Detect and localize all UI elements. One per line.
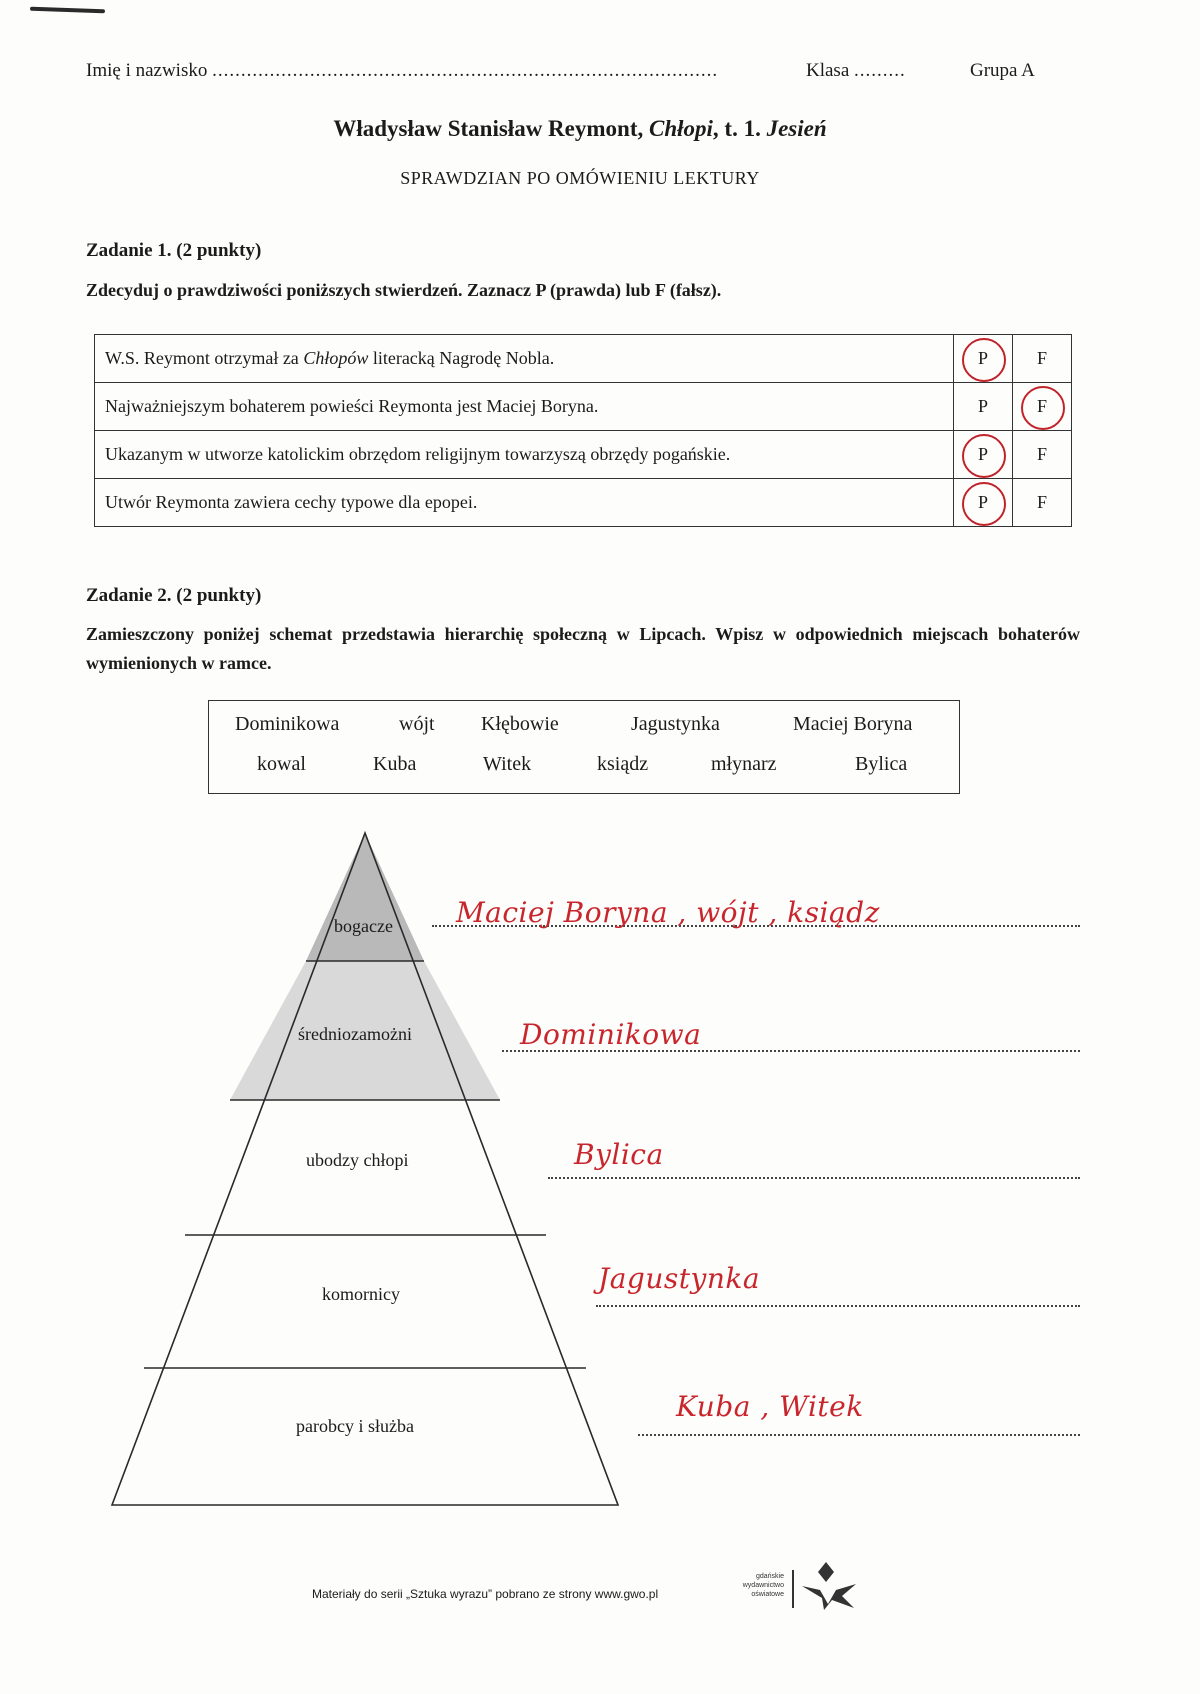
handwritten-answer: Dominikowa — [520, 1018, 702, 1051]
character-name: ksiądz — [597, 753, 649, 775]
pyramid-level-label: ubodzy chłopi — [306, 1150, 409, 1170]
character-name: Dominikowa — [235, 713, 340, 735]
answer-p-label: P — [977, 348, 988, 368]
title-middle: , t. 1. — [712, 116, 767, 141]
class-label: Klasa — [806, 60, 850, 81]
answer-p-label: P — [977, 492, 988, 512]
answer-p-label: P — [977, 444, 988, 464]
task1-heading: Zadanie 1. (2 punkty) — [86, 240, 262, 261]
statement-text-part: Utwór Reymonta zawiera cechy typowe dla epopei. — [105, 492, 478, 512]
handwritten-answer: Bylica — [574, 1138, 664, 1171]
logo-line3: oświatowe — [751, 1591, 784, 1598]
answer-line[interactable] — [548, 1177, 1080, 1179]
character-name: Witek — [483, 753, 532, 775]
statement-text-italic: Chłopów — [303, 348, 369, 368]
character-name: Maciej Boryna — [793, 713, 913, 735]
statement-text-part: literacką Nagrodę Nobla. — [368, 348, 555, 368]
page-subtitle: SPRAWDZIAN PO OMÓWIENIU LEKTURY — [400, 168, 760, 188]
title-volume: Jesień — [766, 116, 827, 141]
task2-heading: Zadanie 2. (2 punkty) — [86, 585, 262, 606]
pyramid-level-label: komornicy — [322, 1284, 400, 1304]
character-name: Bylica — [855, 753, 908, 775]
pyramid-level-label: parobcy i służba — [296, 1416, 414, 1436]
answer-f-label: F — [1036, 348, 1047, 368]
answer-line[interactable] — [596, 1305, 1080, 1307]
handwritten-answer: Maciej Boryna , wójt , ksiądz — [456, 896, 880, 929]
statement-text-part: Najważniejszym bohaterem powieści Reymonta jest Maciej Boryna. — [105, 396, 599, 416]
answer-f-label: F — [1036, 396, 1047, 416]
title-author: Władysław Stanisław Reymont, — [333, 116, 649, 141]
statement-text-part: W.S. Reymont otrzymał za — [105, 348, 304, 368]
character-name: Kłębowie — [481, 713, 559, 735]
group-label: Grupa A — [970, 60, 1035, 81]
statement-text-part: Ukazanym w utworze katolickim obrzędom religijnym towarzyszą obrzędy pogańskie. — [105, 444, 731, 464]
character-name: kowal — [257, 753, 306, 775]
task2-instruction: Zamieszczony poniżej schemat przedstawia hierarchię społeczną w Lipcach. Wpisz w odpowiednich miejscach bohaterów wymienionych w ramce. — [86, 624, 1080, 673]
pyramid-level-label: bogacze — [334, 916, 393, 936]
character-name: Jagustynka — [631, 713, 720, 735]
title-work: Chłopi — [649, 116, 713, 141]
answer-p-label: P — [977, 396, 988, 416]
task1-instruction: Zdecyduj o prawdziwości poniższych stwierdzeń. Zaznacz P (prawda) lub F (fałsz). — [86, 280, 722, 300]
name-dots: ........................................................................................ — [212, 60, 719, 81]
publisher-logo-icon — [798, 1560, 860, 1612]
character-name: Kuba — [373, 753, 417, 775]
logo-line2: wydawnictwo — [742, 1582, 784, 1589]
footer-text: Materiały do serii „Sztuka wyrazu” pobrano ze strony www.gwo.pl — [312, 1587, 659, 1601]
publisher-logo-text — [722, 1572, 784, 1599]
character-name: wójt — [399, 713, 435, 735]
character-name: młynarz — [711, 753, 777, 775]
logo-line1: gdańskie — [755, 1573, 784, 1580]
handwritten-answer: Jagustynka — [598, 1262, 761, 1295]
logo-divider — [792, 1570, 794, 1608]
class-dots: ......... — [854, 60, 906, 81]
answer-f-label: F — [1036, 492, 1047, 512]
pyramid-level-label: średniozamożni — [298, 1024, 412, 1044]
answer-line[interactable] — [638, 1434, 1080, 1436]
answer-f-label: F — [1036, 444, 1047, 464]
handwritten-answer: Kuba , Witek — [676, 1390, 864, 1423]
name-label: Imię i nazwisko — [86, 60, 208, 81]
